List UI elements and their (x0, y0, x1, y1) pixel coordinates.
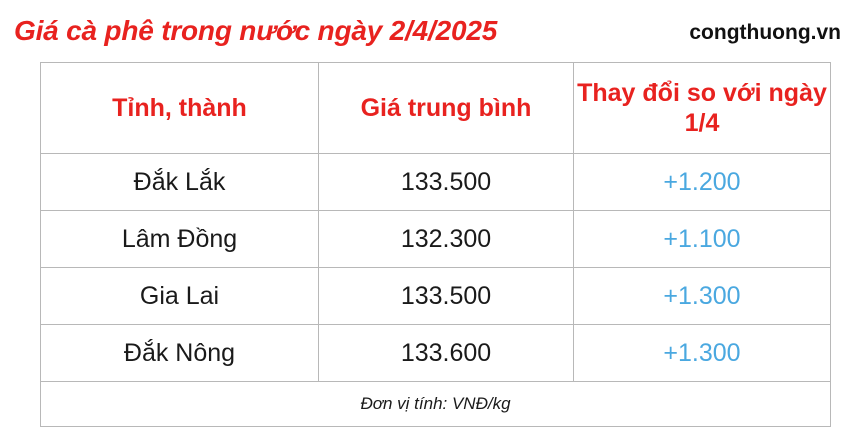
cell-average-price: 132.300 (319, 211, 574, 268)
cell-province: Đắk Lắk (41, 154, 319, 211)
price-table (40, 62, 831, 427)
cell-province: Gia Lai (41, 268, 319, 325)
page-title: Giá cà phê trong nước ngày 2/4/2025 (14, 15, 498, 46)
table-header (41, 63, 831, 154)
cell-province: Lâm Đồng (41, 211, 319, 268)
cell-change: +1.300 (574, 268, 831, 325)
column-header-average-price: Giá trung bình (319, 63, 574, 154)
column-header-province: Tỉnh, thành (41, 63, 319, 154)
brand-watermark: congthuong.vn (689, 21, 841, 44)
cell-average-price: 133.600 (319, 325, 574, 382)
table-row (41, 211, 831, 268)
table-row (41, 325, 831, 382)
unit-note: Đơn vị tính: VNĐ/kg (360, 394, 511, 413)
column-header-change: Thay đổi so với ngày 1/4 (574, 63, 831, 154)
cell-change: +1.300 (574, 325, 831, 382)
table-body (41, 154, 831, 382)
price-table-container (40, 62, 830, 427)
header (0, 0, 867, 50)
table-footer (41, 382, 831, 427)
table-footer-row (41, 382, 831, 427)
table-row (41, 154, 831, 211)
table-header-row (41, 63, 831, 154)
cell-change: +1.100 (574, 211, 831, 268)
cell-average-price: 133.500 (319, 154, 574, 211)
cell-change: +1.200 (574, 154, 831, 211)
cell-province: Đắk Nông (41, 325, 319, 382)
cell-average-price: 133.500 (319, 268, 574, 325)
unit-note-cell (41, 382, 831, 427)
table-row (41, 268, 831, 325)
